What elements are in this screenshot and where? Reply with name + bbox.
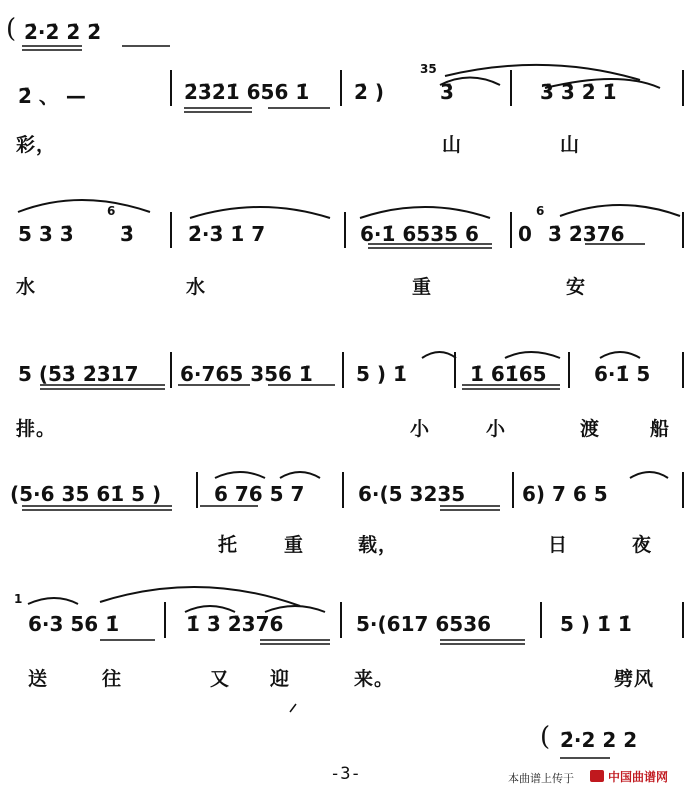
barline	[510, 212, 512, 248]
intro-notes: 2̇·2̇ 2̇ 2̇	[24, 20, 102, 44]
barline	[540, 602, 542, 638]
barline	[164, 602, 166, 638]
lyric: 往	[102, 668, 123, 690]
row1-measure2: 2̇3̇2̇1̇ 656 1̇	[184, 80, 310, 104]
lyric: 船	[650, 418, 671, 440]
source-text: 本曲谱上传于	[508, 772, 574, 785]
lyric: 载，	[358, 534, 399, 556]
barline	[340, 602, 342, 638]
row3-measure3: 5 ) 1̇	[356, 362, 407, 386]
lyric: 迎	[270, 668, 291, 690]
row5-measure2: 1̇ 3̇ 2̇376	[186, 612, 284, 636]
lyric: 水	[16, 276, 37, 298]
barline	[512, 472, 514, 508]
row3-measure1: 5 (5̇3̇ 2̇317	[18, 362, 139, 386]
barline	[682, 70, 684, 106]
lyric: 山	[560, 134, 581, 156]
slur-arc	[360, 207, 490, 218]
row4-measure1: (5·6 35 61̇ 5 )	[10, 482, 162, 506]
lyric: 重	[284, 534, 305, 556]
barline	[454, 352, 456, 388]
row2-measure3: 6·1̇ 6535 6	[360, 222, 479, 246]
barline	[344, 212, 346, 248]
outro-paren: (	[540, 722, 551, 752]
row1-measure5: 3̇ 3̇ 2̇ 1̇	[540, 80, 617, 104]
brand-link[interactable]: 中国曲谱网	[608, 770, 669, 784]
slur-arc	[505, 352, 560, 358]
slur-arc	[600, 352, 640, 358]
row1-measure4: 3̇	[440, 80, 454, 104]
barline	[170, 212, 172, 248]
lyric: 排。	[16, 418, 57, 440]
slur-arc	[422, 352, 456, 358]
row1-measure1: 2̇ 、 —	[18, 84, 86, 108]
lyric: 来。	[354, 668, 395, 690]
slur-arc	[18, 200, 150, 212]
lyric: 劈风	[614, 668, 655, 690]
lyric: 又	[210, 668, 231, 690]
lyric: 水	[186, 276, 207, 298]
barline	[170, 352, 172, 388]
barline	[568, 352, 570, 388]
row3-measure2: 6·765 356 1̇	[180, 362, 313, 386]
row2-measure4a: 0	[518, 222, 532, 246]
slur-arc	[100, 587, 300, 606]
lyric: 山	[442, 134, 463, 156]
barline	[510, 70, 512, 106]
lyric: 重	[412, 276, 433, 298]
grace-note: 35	[420, 62, 437, 76]
row3-measure4: 1̇ 61̇65	[470, 362, 547, 386]
barline	[682, 472, 684, 508]
barline	[342, 352, 344, 388]
row3-measure5: 6·1̇ 5	[594, 362, 651, 386]
brand-logo-icon	[590, 770, 604, 782]
grace-note: 6	[107, 204, 116, 218]
barline	[340, 70, 342, 106]
row5-measure4: 5 ) 1̇ 1̇	[560, 612, 632, 636]
outro-notes: 2̇·2 2 2	[560, 728, 638, 752]
slur-arc	[445, 65, 640, 80]
slur-arc	[280, 472, 320, 478]
page-number: -3-	[330, 764, 361, 784]
lyric: 夜	[632, 534, 653, 556]
row4-measure2: 6 76 5 7	[214, 482, 305, 506]
row5-measure3: 5·(617 6536	[356, 612, 492, 636]
slur-arc	[190, 207, 330, 218]
lyric: 送	[28, 668, 49, 690]
lyric: 安	[566, 276, 587, 298]
row4-measure4: 6) 7 6 5	[522, 482, 608, 506]
slur-arc	[630, 472, 668, 478]
barline	[682, 352, 684, 388]
slur-arc	[560, 205, 680, 216]
row2-measure4b: 3̇ 2̇376	[548, 222, 625, 246]
lyric: 日	[548, 534, 569, 556]
row2-measure1: 5 3 3̇	[18, 222, 74, 246]
slur-arc	[215, 472, 265, 478]
barline	[196, 472, 198, 508]
row2-measure1b: 3̇	[120, 222, 134, 246]
row5-measure1: 6·3 56 1̇	[28, 612, 120, 636]
barline	[682, 602, 684, 638]
lyric: 渡	[580, 418, 601, 440]
grace-note: 6	[536, 204, 545, 218]
row2-measure2: 2̇·3̇ 1̇ 7	[188, 222, 266, 246]
lyric: 彩，	[16, 134, 57, 156]
intro-paren: (	[6, 14, 17, 44]
lyric: 小	[486, 418, 507, 440]
lyric: 小	[410, 418, 431, 440]
lyric: 托	[218, 534, 239, 556]
row1-measure3: 2̇ )	[354, 80, 385, 104]
slur-arc	[28, 598, 78, 604]
row4-measure3: 6·(5 3235	[358, 482, 466, 506]
barline	[682, 212, 684, 248]
barline	[342, 472, 344, 508]
barline	[170, 70, 172, 106]
grace-note: 1	[14, 592, 23, 606]
